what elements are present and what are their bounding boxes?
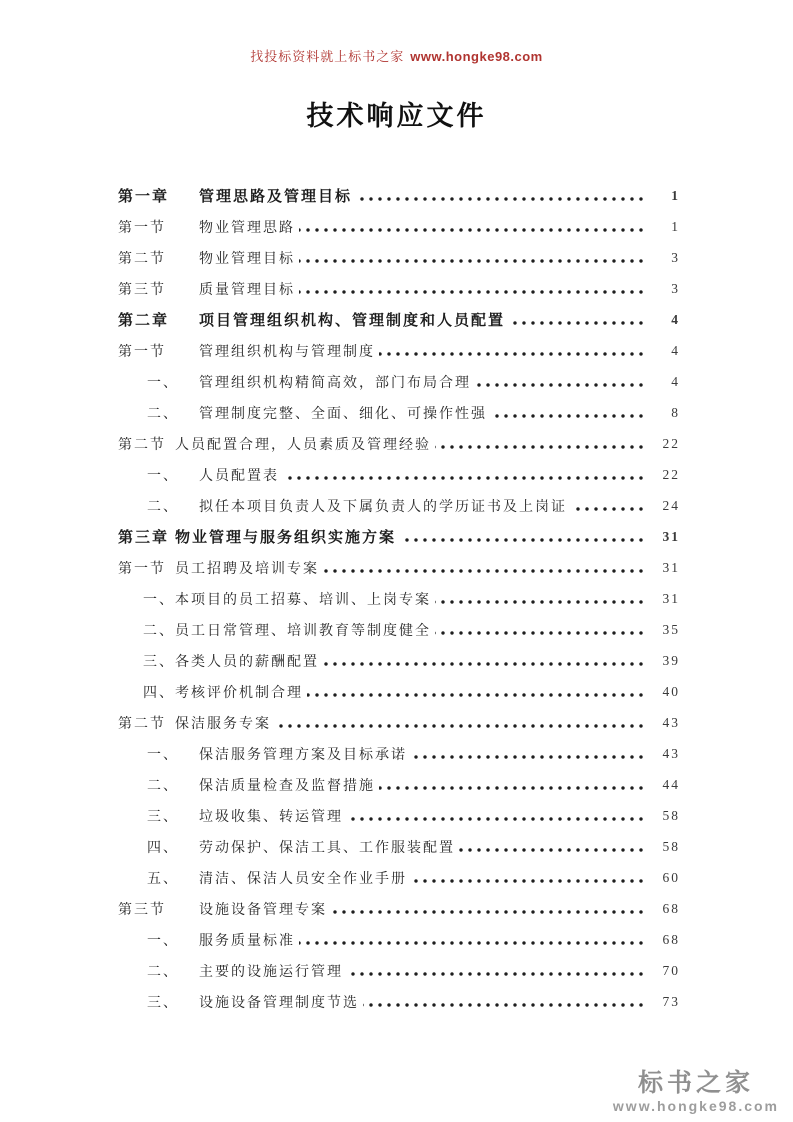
toc-row-prefix: 一、 [147, 747, 179, 763]
toc-row-prefix: 三、 [143, 654, 175, 670]
toc-row [118, 924, 680, 955]
watermark-url: www.hongke98.com [612, 1098, 779, 1114]
toc-page-number: 4 [671, 311, 680, 327]
dot-leader [411, 878, 646, 884]
toc-row [118, 490, 680, 521]
toc-row-prefix: 二、 [143, 623, 175, 639]
toc-page-number: 60 [662, 869, 680, 885]
toc-row-title: 物业管理思路 [199, 220, 295, 236]
toc-page-number: 4 [671, 342, 680, 358]
dot-leader [571, 506, 646, 512]
toc-row-prefix: 第三节 [118, 902, 166, 918]
toc-row [118, 769, 680, 800]
toc-row-title: 质量管理目标 [199, 282, 295, 298]
toc-page-number: 22 [662, 435, 680, 451]
toc-row-prefix: 一、 [143, 592, 175, 608]
toc-row [118, 304, 680, 335]
toc-row [118, 521, 680, 552]
toc-row [118, 273, 680, 304]
toc-row-title: 主要的设施运行管理 [199, 964, 343, 980]
toc-row [118, 986, 680, 1017]
toc-page-number: 43 [662, 745, 680, 761]
dot-leader [299, 940, 646, 946]
dot-leader [435, 630, 646, 636]
toc-page-number: 35 [662, 621, 680, 637]
toc-row-title: 人员配置表 [199, 468, 279, 484]
toc-row [118, 614, 680, 645]
watermark-brand: 标书之家 [637, 1068, 754, 1097]
toc-row-prefix: 二、 [147, 499, 179, 515]
dot-leader [491, 413, 646, 419]
toc-row-title: 员工日常管理、培训教育等制度健全 [175, 623, 431, 639]
toc-row-title: 管理组织机构与管理制度 [199, 344, 375, 360]
toc-page-number: 68 [662, 931, 680, 947]
toc-row-title: 设施设备管理制度节选 [199, 995, 359, 1011]
toc-row [118, 335, 680, 366]
toc-row-title: 管理思路及管理目标 [199, 189, 353, 205]
toc-page-number: 4 [671, 373, 680, 389]
header-promo-text: 找投标资料就上标书之家 [250, 49, 405, 64]
toc-row [118, 676, 680, 707]
toc-row-prefix: 第一章 [118, 189, 170, 205]
toc-page-number: 70 [662, 962, 680, 978]
toc-row-prefix: 第三节 [118, 282, 166, 298]
dot-leader [475, 382, 646, 388]
dot-leader [307, 692, 646, 698]
toc-row [118, 211, 680, 242]
toc-row [118, 707, 680, 738]
toc-row-prefix: 第一节 [118, 220, 166, 236]
toc-row [118, 180, 680, 211]
toc-row-prefix: 二、 [147, 406, 179, 422]
toc-row-title: 员工招聘及培训专案 [175, 561, 319, 577]
toc-row-title: 设施设备管理专案 [199, 902, 327, 918]
toc-row [118, 242, 680, 273]
table-of-contents [118, 180, 680, 1017]
dot-leader [363, 1002, 646, 1008]
toc-page-number: 1 [671, 187, 680, 203]
toc-row-prefix: 三、 [147, 995, 179, 1011]
toc-row [118, 738, 680, 769]
page-header [0, 46, 793, 65]
toc-row-title: 拟任本项目负责人及下属负责人的学历证书及上岗证 [199, 499, 567, 515]
toc-row-prefix: 第二节 [118, 716, 166, 732]
toc-row [118, 893, 680, 924]
toc-row-prefix: 一、 [147, 933, 179, 949]
toc-row-title: 保洁服务专案 [175, 716, 271, 732]
header-promo-url: www.hongke98.com [410, 49, 543, 64]
toc-row-prefix: 第三章 [118, 530, 170, 546]
toc-page-number: 31 [662, 528, 680, 544]
toc-row-prefix: 三、 [147, 809, 179, 825]
toc-row-title: 管理制度完整、全面、细化、可操作性强 [199, 406, 487, 422]
toc-row [118, 397, 680, 428]
toc-row-title: 项目管理组织机构、管理制度和人员配置 [199, 313, 506, 329]
toc-row-title: 垃圾收集、转运管理 [199, 809, 343, 825]
dot-leader [379, 785, 646, 791]
toc-row [118, 955, 680, 986]
toc-row-title: 管理组织机构精简高效，部门布局合理 [199, 375, 471, 391]
dot-leader [347, 816, 646, 822]
toc-page-number: 24 [662, 497, 680, 513]
dot-leader [323, 568, 646, 574]
toc-row-prefix: 第二节 [118, 437, 166, 453]
toc-page-number: 31 [662, 559, 680, 575]
toc-page-number: 39 [662, 652, 680, 668]
toc-row-prefix: 第一节 [118, 561, 166, 577]
toc-page-number: 3 [671, 249, 680, 265]
toc-page-number: 8 [671, 404, 680, 420]
toc-page-number: 1 [671, 218, 680, 234]
toc-page-number: 73 [662, 993, 680, 1009]
dot-leader [347, 971, 646, 977]
toc-row-title: 保洁服务管理方案及目标承诺 [199, 747, 407, 763]
toc-row-title: 物业管理与服务组织实施方案 [175, 530, 397, 546]
toc-row-title: 本项目的员工招募、培训、上岗专案 [175, 592, 431, 608]
toc-row-prefix: 五、 [147, 871, 179, 887]
toc-row [118, 862, 680, 893]
toc-row-title: 清洁、保洁人员安全作业手册 [199, 871, 407, 887]
toc-row-prefix: 第一节 [118, 344, 166, 360]
toc-row-prefix: 二、 [147, 964, 179, 980]
toc-row-title: 保洁质量检查及监督措施 [199, 778, 375, 794]
dot-leader [435, 444, 646, 450]
toc-row-prefix: 一、 [147, 375, 179, 391]
toc-row [118, 831, 680, 862]
toc-row-title: 人员配置合理，人员素质及管理经验 [175, 437, 431, 453]
dot-leader [400, 537, 646, 543]
toc-page-number: 44 [662, 776, 680, 792]
dot-leader [299, 258, 646, 264]
toc-row-prefix: 一、 [147, 468, 179, 484]
toc-page-number: 31 [662, 590, 680, 606]
toc-row-prefix: 四、 [147, 840, 179, 856]
dot-leader [411, 754, 646, 760]
toc-row [118, 366, 680, 397]
toc-row-title: 各类人员的薪酬配置 [175, 654, 319, 670]
toc-page-number: 68 [662, 900, 680, 916]
toc-page-number: 58 [662, 838, 680, 854]
dot-leader [323, 661, 646, 667]
toc-row [118, 583, 680, 614]
toc-row-title: 考核评价机制合理 [175, 685, 303, 701]
toc-row-prefix: 二、 [147, 778, 179, 794]
toc-row-title: 物业管理目标 [199, 251, 295, 267]
toc-page-number: 58 [662, 807, 680, 823]
toc-row [118, 645, 680, 676]
document-title: 技术响应文件 [306, 101, 487, 131]
dot-leader [331, 909, 646, 915]
dot-leader [299, 227, 646, 233]
dot-leader [509, 320, 646, 326]
dot-leader [283, 475, 646, 481]
dot-leader [275, 723, 646, 729]
toc-row-prefix: 第二节 [118, 251, 166, 267]
toc-row [118, 459, 680, 490]
toc-row-prefix: 第二章 [118, 313, 170, 329]
toc-row-title: 劳动保护、保洁工具、工作服装配置 [199, 840, 455, 856]
toc-page-number: 3 [671, 280, 680, 296]
toc-row [118, 552, 680, 583]
toc-row [118, 428, 680, 459]
toc-row-prefix: 四、 [143, 685, 175, 701]
dot-leader [356, 196, 646, 202]
toc-page-number: 43 [662, 714, 680, 730]
dot-leader [379, 351, 646, 357]
dot-leader [459, 847, 646, 853]
dot-leader [435, 599, 646, 605]
watermark [613, 1070, 779, 1115]
toc-row-title: 服务质量标准 [199, 933, 295, 949]
dot-leader [299, 289, 646, 295]
toc-page-number: 22 [662, 466, 680, 482]
toc-page-number: 40 [662, 683, 680, 699]
toc-row [118, 800, 680, 831]
